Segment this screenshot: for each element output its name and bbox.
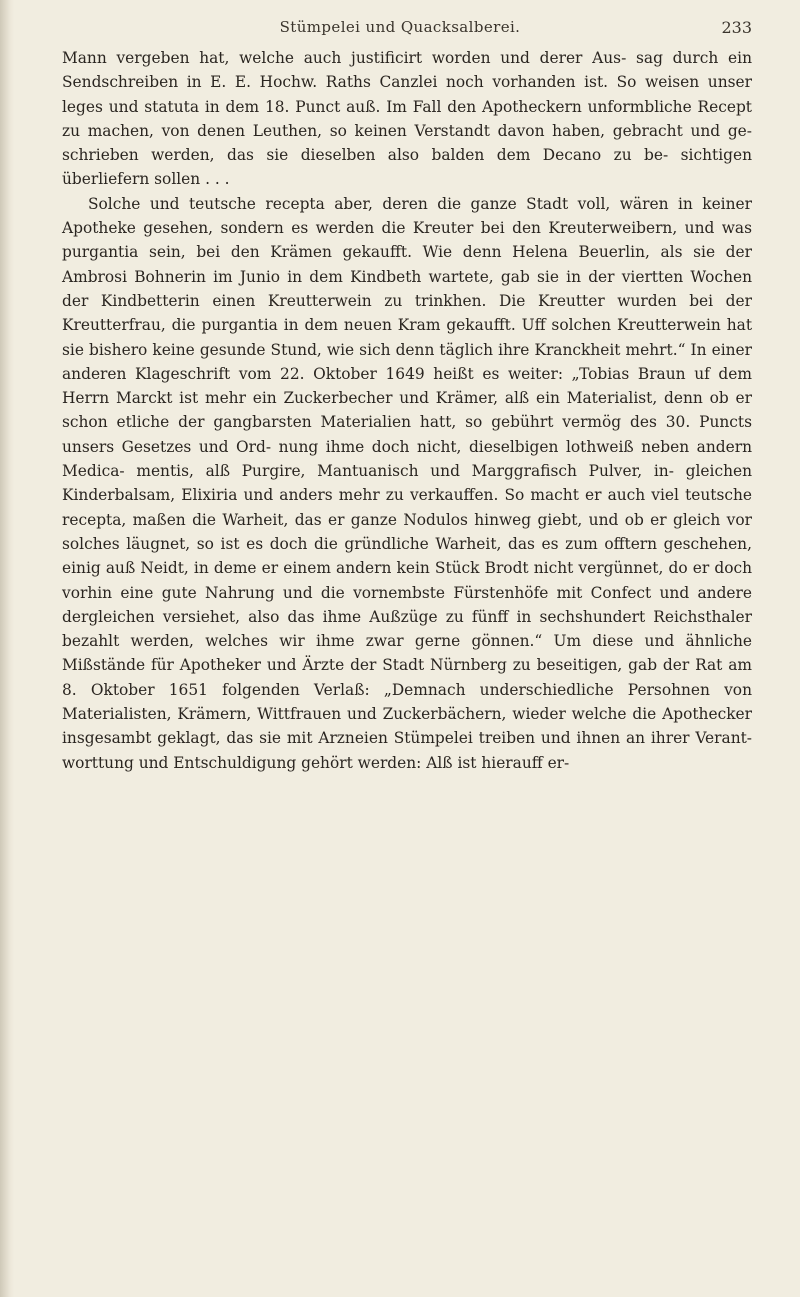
paragraph: Mann vergeben hat, welche auch justificirt worden und derer Aus- sag durch ein Sendschreiben in E. E. Hochw. Raths Canzlei noch vorhanden ist. So weisen unser leges und statuta in dem 18. Punct auß. Im Fall den Apotheckern unformbliche Recept zu machen, von denen Leuthen, so keinen Verstandt davon haben, gebracht und ge- schrieben werden, das sie dieselben also balden dem Decano zu be- sichtigen überliefern sollen . . .: [62, 49, 752, 189]
running-head: [0, 14, 800, 44]
running-title: Stümpelei und Quacksalberei.: [279, 18, 521, 36]
body-text: [62, 46, 752, 775]
paragraph: Solche und teutsche recepta aber, deren die ganze Stadt voll, wären in keiner Apotheke gesehen, sondern es werden die Kreuter bei den Kreuterweibern, und was purgantia sein, bei den Krämen gekaufft. Wie denn Helena Beuerlin, als sie der Ambrosi Bohnerin im Junio in dem Kindbeth wartete, gab sie in der viertten Wochen der Kindbetterin einen Kreutterwein zu trinkhen. Die Kreutter wurden bei der Kreutterfrau, die purgantia in dem neuen Kram gekaufft. Uff solchen Kreutterwein hat sie bishero keine gesunde Stund, wie sich denn täglich ihre Kranckheit mehrt.“ In einer anderen Klageschrift vom 22. Oktober 1649 heißt es weiter: „Tobias Braun uf dem Herrn Marckt ist mehr ein Zuckerbecher und Krämer, alß ein Materialist, denn ob er schon etliche der gangbarsten Materialien hatt, so gebührt vermög des 30. Puncts unsers Gesetzes und Ord- nung ihme doch nicht, dieselbigen lothweiß neben andern Medica- mentis, alß Purgire, Mantuanisch und Marggrafisch Pulver, in- gleichen Kinderbalsam, Elixiria und anders mehr zu verkauffen. So macht er auch viel teutsche recepta, maßen die Warheit, das er ganze Nodulos hinweg giebt, und ob er gleich vor solches läugnet, so ist es doch die gründliche Warheit, das es zum offtern geschehen, einig auß Neidt, in deme er einem andern kein Stück Brodt nicht vergünnet, do er doch vorhin eine gute Nahrung und die vornembste Fürstenhöfe mit Confect und andere dergleichen versiehet, also das ihme Außzüge zu fünff in sechshundert Reichsthaler bezahlt werden, welches wir ihme zwar gerne gönnen.“ Um diese und ähnliche Mißstände für Apotheker und Ärzte der Stadt Nürnberg zu beseitigen, gab der Rat am 8. Oktober 1651 folgenden Verlaß: „Demnach underschiedliche Persohnen von Materialisten, Krämern, Wittfrauen und Zuckerbächern, wieder welche die Apothecker insgesambt geklagt, das sie mit Arzneien Stümpelei treiben und ihnen an ihrer Verant- worttung und Entschuldigung gehört werden: Alß ist hierauff er-: [62, 194, 752, 772]
page-number: 233: [721, 18, 752, 37]
book-gutter: [0, 0, 14, 1297]
